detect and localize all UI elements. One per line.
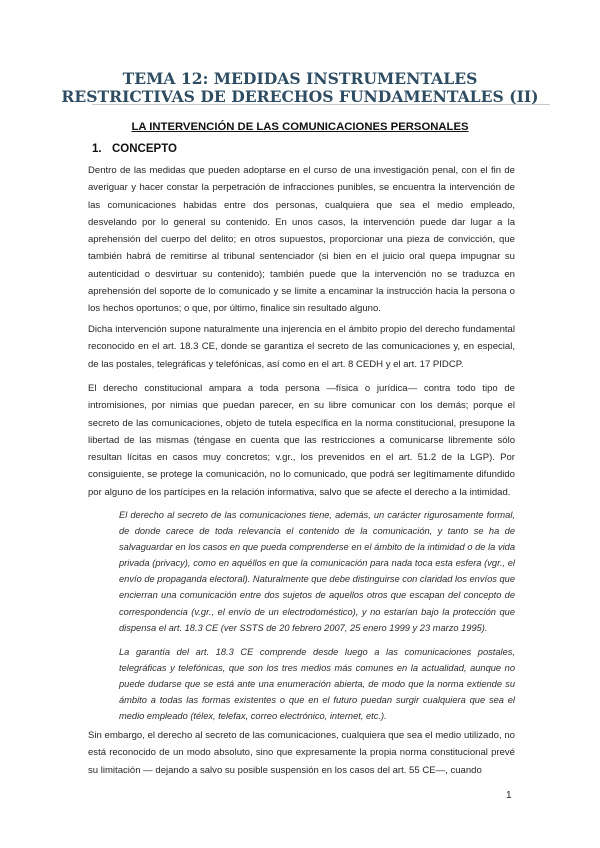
section-heading: LA INTERVENCIÓN DE LAS COMUNICACIONES PERSONALES: [131, 121, 469, 133]
body-paragraph: Dicha intervención supone naturalmente una injerencia en el ámbito propio del derecho fundamental reconocido en el art. 18.3 CE, donde se garantiza el secreto de las comunicaciones y, en especial, de las postales, telegráficas y telefónicas, así como en el art. 8 CEDH y el art. 17 PIDCP.: [88, 324, 515, 370]
document-title: TEMA 12: MEDIDAS INSTRUMENTALES RESTRICTIVAS DE DERECHOS FUNDAMENTALES (II): [61, 69, 539, 106]
block-quote: La garantía del art. 18.3 CE comprende desde luego a las comunicaciones postales, telegráficas y telefónicas, que son los tres medios más comunes en la actualidad, aunque no puede dudarse que se está ante una enumeración abierta, de modo que la norma extiende su ámbito a todas las formas existentes o que en el futuro puedan surgir cualquiera que sea el medio empleado (télex, telefax, correo electrónico, internet, etc.).: [119, 647, 515, 722]
page-number: 1: [506, 790, 512, 801]
subsection-title: CONCEPTO: [112, 143, 177, 155]
block-quote: El derecho al secreto de las comunicaciones tiene, además, un carácter rigurosamente formal, de donde carece de toda relevancia el contenido de la comunicación, y tanto se ha de salvaguardar en los casos en que pueda comprenderse en el ámbito de la intimidad o de la vida privada (privacy), como en aquéllos en que la comunicación para nada toca esta esfera (vgr., el envío de propaganda electoral). Naturalmente que debe distinguirse con claridad los envíos que encierran una comunicación entre dos sujetos de aquellos otros que escapan del concepto de correspondencia (v.gr., el envío de un electrodoméstico), y no estarían bajo la protección que dispensa el art. 18.3 CE (ver SSTS de 20 febrero 2007, 25 enero 1999 y 23 marzo 1995).: [119, 510, 515, 633]
subsection-heading: [92, 142, 177, 156]
body-paragraph: Dentro de las medidas que pueden adoptarse en el curso de una investigación penal, con el fin de averiguar y hacer constar la perpetración de infracciones punibles, se encuentra la intervención de las comunicaciones habidas entre dos personas, cualquiera que sea el medio empleado, desvelando por lo general su contenido. En unos casos, la intervención puede dar lugar a la aprehensión del cuerpo del delito; en otros supuestos, proporcionar una pieza de convicción, que también habrá de remitirse al tribunal sentenciador (si bien en el juicio oral quepa impugnar su autenticidad o desvirtuar su contenido); también puede que la intervención no se traduzca en aprehensión del soporte de lo comunicado y se limite a encaminar la instrucción hacia la persona o los hechos oportunos; o que, por último, finalice sin resultado alguno.: [88, 165, 515, 315]
title-underline-rule: [92, 104, 550, 105]
body-paragraph: El derecho constitucional ampara a toda persona —física o jurídica— contra todo tipo de intromisiones, por nimias que puedan parecer, en su libre comunicar con los demás; porque el secreto de las comunicaciones, objeto de tutela específica en la norma constitucional, presupone la libertad de las mismas (téngase en cuenta que las restricciones a comunicarse libremente sólo resultan lícitas en casos muy concretos; v.gr., los prevenidos en el art. 51.2 de la LGP). Por consiguiente, se protege la comunicación, no lo comunicado, que podrá ser legítimamente difundido por alguno de los partícipes en la relación informativa, salvo que se afecte el derecho a la intimidad.: [88, 383, 515, 498]
body-paragraph: Sin embargo, el derecho al secreto de las comunicaciones, cualquiera que sea el medio utilizado, no está reconocido de un modo absoluto, sino que expresamente la propia norma constitucional prevé su limitación — dejando a salvo su posible suspensión en los casos del art. 55 CE—, cuando: [88, 730, 515, 776]
subsection-number: 1.: [92, 143, 102, 155]
